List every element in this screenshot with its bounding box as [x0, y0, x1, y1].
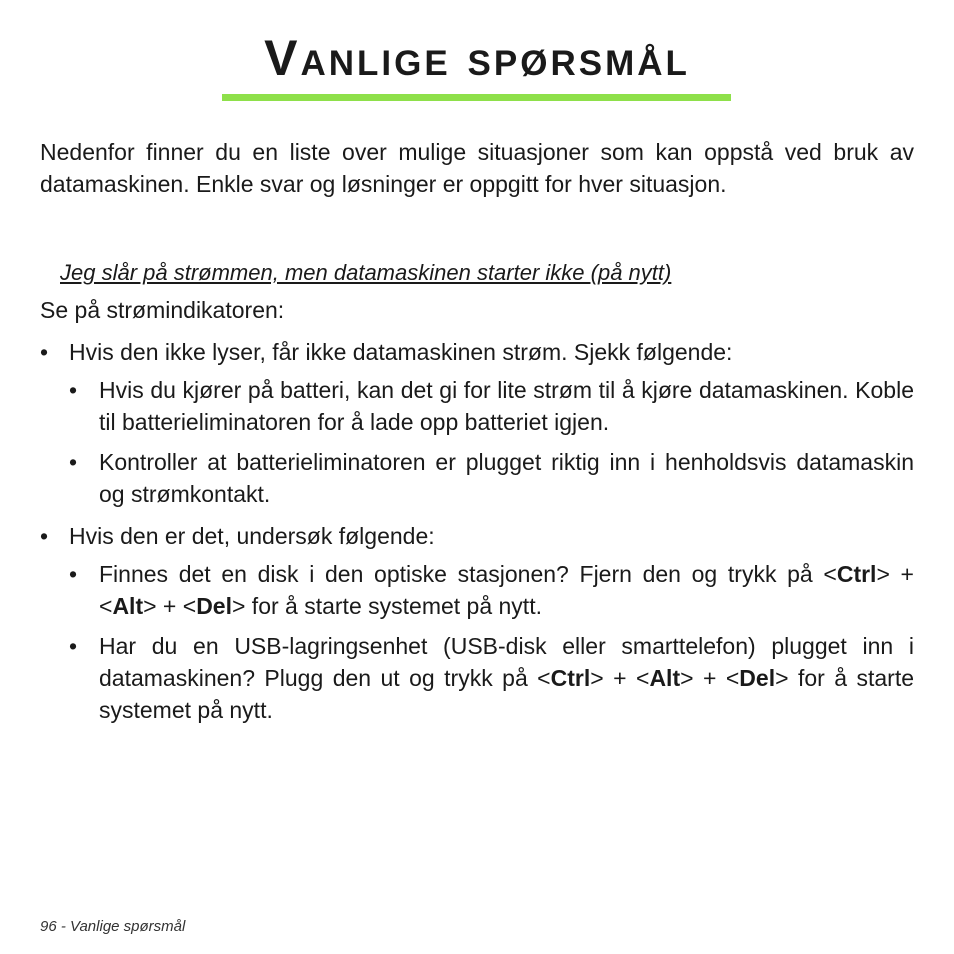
key-ctrl: Ctrl: [836, 561, 877, 587]
sub-list-item: [69, 558, 914, 622]
sub-list-item-text-end: > for å starte systemet på nytt.: [99, 665, 915, 723]
list-item: [40, 520, 914, 726]
key-del: Del: [196, 593, 232, 619]
sub-list-item: [69, 446, 914, 510]
list-item-text: Hvis den ikke lyser, får ikke datamaskinen strøm. Sjekk følgende:: [69, 339, 733, 365]
title-underline-bar: [222, 94, 731, 101]
key-separator: > + <: [680, 665, 740, 691]
bullet-icon: •: [40, 523, 49, 549]
sub-list-item: [69, 374, 914, 438]
bullet-icon: •: [69, 449, 78, 475]
intro-paragraph: Nedenfor finner du en liste over mulige situasjoner som kan oppstå ved bruk av datamaskinen. Enkle svar og løsninger er oppgitt for hver situasjon.: [40, 139, 914, 197]
key-ctrl: Ctrl: [550, 665, 591, 691]
sub-list-item-text-end: > for å starte systemet på nytt.: [231, 593, 542, 619]
bullet-icon: •: [69, 633, 78, 659]
page-footer: 96 - Vanlige spørsmål: [40, 918, 186, 935]
page-title: Vanlige spørsmål: [264, 30, 690, 86]
key-del: Del: [739, 665, 776, 691]
question-heading: Jeg slår på strømmen, men datamaskinen starter ikke (på nytt): [60, 260, 672, 285]
sub-list-item-text-start: Har du en USB-lagringsenhet (USB-disk eller smarttelefon) plugget inn i datamaskinen? Plugg den ut og trykk på <: [99, 633, 914, 691]
bullet-icon: •: [40, 339, 49, 365]
key-separator: > + <: [99, 561, 914, 619]
check-label: Se på strømindikatoren:: [40, 297, 285, 323]
bullet-icon: •: [69, 377, 78, 403]
sub-list-item: [69, 630, 914, 726]
troubleshooting-list: [40, 336, 914, 726]
key-alt: Alt: [112, 593, 144, 619]
key-separator: > + <: [143, 593, 197, 619]
sub-list-item-text-start: Finnes det en disk i den optiske stasjonen? Fjern den og trykk på <: [99, 561, 837, 587]
sub-list-item-text: Kontroller at batterieliminatoren er plugget riktig inn i henholdsvis datamaskin og strømkontakt.: [99, 449, 914, 507]
sub-list-item-text: Hvis du kjører på batteri, kan det gi for lite strøm til å kjøre datamaskinen. Koble til batterieliminatoren for å lade opp batteriet igjen.: [99, 377, 914, 435]
list-item: [40, 336, 914, 510]
sub-list: [69, 374, 914, 510]
key-separator: > + <: [590, 665, 650, 691]
bullet-icon: •: [69, 561, 78, 587]
list-item-text: Hvis den er det, undersøk følgende:: [69, 523, 435, 549]
sub-list: [69, 558, 914, 726]
key-alt: Alt: [649, 665, 681, 691]
